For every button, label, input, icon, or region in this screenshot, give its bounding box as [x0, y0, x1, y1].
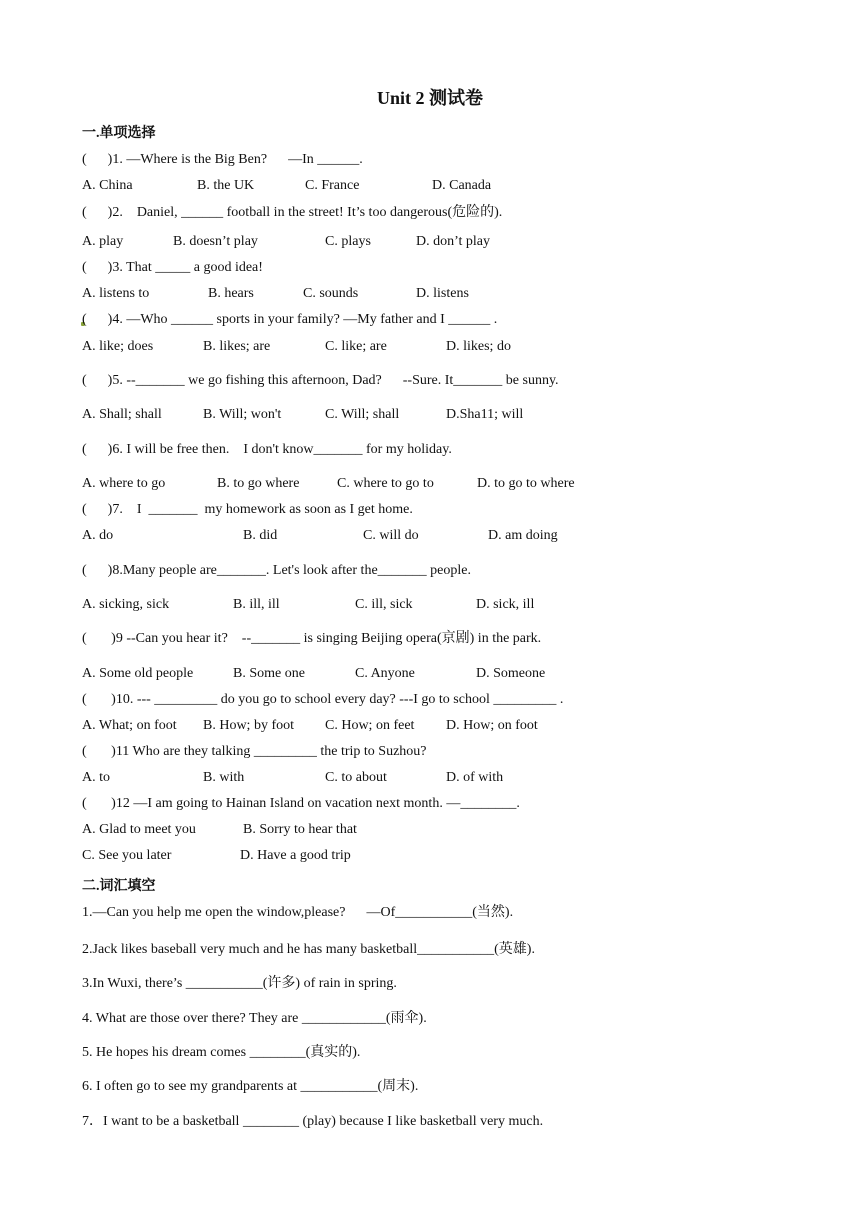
question-4-stem: ( )4. —Who ______ sports in your family? —My father and I ______ . [82, 312, 498, 327]
q6-option-b: B. to go where [217, 476, 300, 491]
question-12-stem: ( )12 —I am going to Hainan Island on vacation next month. —________. [82, 796, 520, 811]
q5-option-d: D.Sha11; will [446, 407, 524, 422]
q11-option-b: B. with [203, 770, 245, 785]
q9-option-a: A. Some old people [82, 666, 194, 681]
question-10-stem: ( )10. --- _________ do you go to school every day? ---I go to school _________ . [82, 692, 564, 707]
q5-option-c: C. Will; shall [325, 407, 400, 422]
vocab-item-7: 7．I want to be a basketball ________ (play) because I like basketball very much. [82, 1114, 544, 1129]
q4-option-a: A. like; does [82, 339, 154, 354]
q11-option-d: D. of with [446, 770, 504, 785]
question-3-stem: ( )3. That _____ a good idea! [82, 260, 263, 275]
q3-option-a: A. listens to [82, 286, 150, 301]
q8-option-b: B. ill, ill [233, 597, 280, 612]
q2-option-c: C. plays [325, 234, 371, 249]
q12-option-c: C. See you later [82, 848, 172, 863]
q9-option-d: D. Someone [476, 666, 546, 681]
q8-option-a: A. sicking, sick [82, 597, 170, 612]
q7-option-c: C. will do [363, 528, 419, 543]
vocab-item-6: 6. I often go to see my grandparents at ___________(周末). [82, 1079, 419, 1094]
q8-option-d: D. sick, ill [476, 597, 535, 612]
vocab-item-5: 5. He hopes his dream comes ________(真实的). [82, 1045, 361, 1060]
section-heading-2: 二.词汇填空 [82, 879, 156, 894]
q2-option-a: A. play [82, 234, 124, 249]
question-7-stem: ( )7. I _______ my homework as soon as I get home. [82, 502, 413, 517]
question-5-stem: ( )5. --_______ we go fishing this afternoon, Dad? --Sure. It_______ be sunny. [82, 373, 559, 388]
q10-option-a: A. What; on foot [82, 718, 177, 733]
question-2-stem: ( )2. Daniel, ______ football in the street! It’s too dangerous(危险的). [82, 205, 503, 220]
q12-option-d: D. Have a good trip [240, 848, 351, 863]
q7-option-b: B. did [243, 528, 278, 543]
question-8-stem: ( )8.Many people are_______. Let's look after the_______ people. [82, 563, 471, 578]
q3-option-c: C. sounds [303, 286, 359, 301]
vocab-item-2: 2.Jack likes baseball very much and he has many basketball___________(英雄). [82, 942, 535, 957]
q6-option-d: D. to go to where [477, 476, 575, 491]
q10-option-c: C. How; on feet [325, 718, 415, 733]
q1-option-c: C. France [305, 178, 360, 193]
question-9-stem: ( )9 --Can you hear it? --_______ is singing Beijing opera(京剧) in the park. [82, 631, 542, 646]
q6-option-c: C. where to go to [337, 476, 434, 491]
q1-option-d: D. Canada [432, 178, 492, 193]
q10-option-d: D. How; on foot [446, 718, 538, 733]
q11-option-a: A. to [82, 770, 110, 785]
q4-option-c: C. like; are [325, 339, 387, 354]
vocab-item-3: 3.In Wuxi, there’s ___________(许多) of rain in spring. [82, 976, 397, 991]
question-6-stem: ( )6. I will be free then. I don't know_______ for my holiday. [82, 442, 452, 457]
q11-option-c: C. to about [325, 770, 387, 785]
page-title: Unit 2 测试卷 [376, 88, 483, 108]
q1-option-b: B. the UK [197, 178, 255, 193]
q4-option-d: D. likes; do [446, 339, 511, 354]
q12-option-b: B. Sorry to hear that [243, 822, 357, 837]
section-heading-1: 一.单项选择 [82, 126, 156, 141]
q10-option-b: B. How; by foot [203, 718, 294, 733]
q3-option-b: B. hears [208, 286, 254, 301]
q2-option-d: D. don’t play [416, 234, 491, 249]
q1-option-a: A. China [82, 178, 133, 193]
q5-option-a: A. Shall; shall [82, 407, 162, 422]
q5-option-b: B. Will; won't [203, 407, 282, 422]
q3-option-d: D. listens [416, 286, 469, 301]
q8-option-c: C. ill, sick [355, 597, 413, 612]
q9-option-c: C. Anyone [355, 666, 415, 681]
vocab-item-4: 4. What are those over there? They are ____________(雨伞). [82, 1011, 427, 1026]
q9-option-b: B. Some one [233, 666, 305, 681]
question-11-stem: ( )11 Who are they talking _________ the trip to Suzhou? [82, 744, 427, 759]
vocab-item-1: 1.—Can you help me open the window,please? —Of___________(当然). [82, 905, 514, 920]
q7-option-a: A. do [82, 528, 114, 543]
question-1-stem: ( )1. —Where is the Big Ben? —In ______. [82, 152, 363, 167]
q6-option-a: A. where to go [82, 476, 166, 491]
q7-option-d: D. am doing [488, 528, 558, 543]
q12-option-a: A. Glad to meet you [82, 822, 196, 837]
q2-option-b: B. doesn’t play [173, 234, 258, 249]
q4-option-b: B. likes; are [203, 339, 271, 354]
